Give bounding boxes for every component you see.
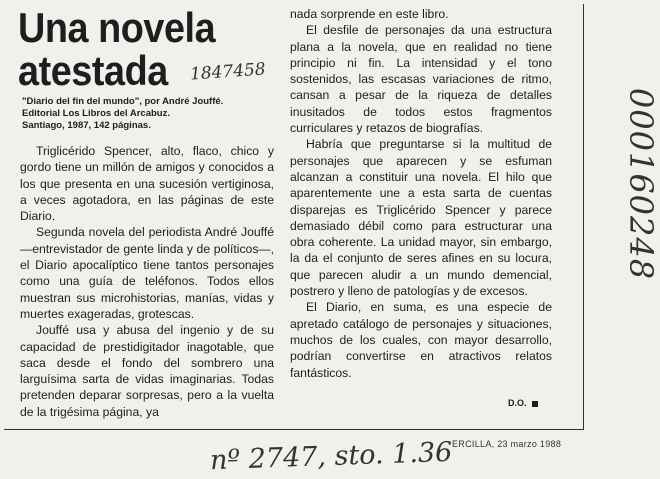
article-paragraph: El desfile de personajes da una estructura plana a la novela, que en realidad no tiene principio ni fin. La intensidad y el tono sostenidos, las escasas variaciones de ritmo, cansan a pesar de la riqueza de detalles inusitados de todos estos fragmentos curriculares y retazos de biografías.: [290, 23, 552, 136]
handwritten-catalog-number: 1847458: [189, 59, 267, 85]
article-paragraph: El Diario, en suma, es una especie de apretado catálogo de personajes y situaciones, muchos de los cuales, con mayor desarrollo, podrían convertirse en atractivos relatos fantásticos.: [290, 300, 552, 380]
signature-initials: D.O.: [508, 398, 527, 408]
article-paragraph: [20, 322, 274, 420]
article-column-right: [290, 6, 552, 381]
handwritten-bottom-note: nº 2747, sto. 1.36: [209, 436, 453, 477]
paragraph-continuation: Todas pretenden deparar sorpresas, pero a la vuelta de la trigésima página, ya: [20, 372, 274, 419]
paragraph-text: Jouffé usa y abusa del ingenio y de su capacidad de prestidigitador inagotable, que saca desde el fondo del sombrero una larguísima sarta de vidas imaginarias.: [20, 323, 274, 387]
end-mark-icon: [532, 401, 538, 407]
article-paragraph-continued: nada sorprende en este libro.: [290, 7, 449, 21]
article-paragraph: Habría que preguntarse si la multitud de personajes que aparecen y se esfuman alcanzan a constituir una novela. El hilo que aparentemente une a esta sarta de cuentas disparejas es Triglicérido Spencer y parece demasiado débil como para estructurar una obra coherente. La unidad mayor, sin embargo, la da el conjunto de seres afines en su locura, que parecen aludir a un mundo demencial, postrero y lleno de patologías y de excesos.: [290, 137, 552, 299]
handwritten-side-number: 000160248: [622, 87, 660, 281]
headline: Una novela atestada: [18, 4, 216, 94]
article-paragraph: Segunda novela del periodista André Jouffé —entrevistador de gente linda y de políticos—, el Diario apocalíptico tiene tantos personajes como una guía de teléfonos. Todos ellos muestran sus microhistorias, manías, vidas y muertes exageradas, grotescas.: [20, 225, 274, 321]
book-reference: [22, 96, 272, 132]
reference-line: "Diario del fin del mundo", por André Jouffé.: [22, 96, 224, 107]
reference-line: Santiago, 1987, 142 páginas.: [22, 120, 151, 131]
author-signature: [508, 398, 538, 408]
publication-source: ERCILLA, 23 marzo 1988: [452, 439, 562, 449]
article-paragraph: Triglicérido Spencer, alto, flaco, chico y gordo tiene un millón de amigos y conocidos a los que presenta en una sucesión vertiginosa, a veces agotadora, en las páginas de este Diario.: [20, 144, 274, 224]
reference-line: Editorial Los Libros del Arcabuz.: [22, 108, 170, 119]
article-column-left: [20, 143, 274, 420]
